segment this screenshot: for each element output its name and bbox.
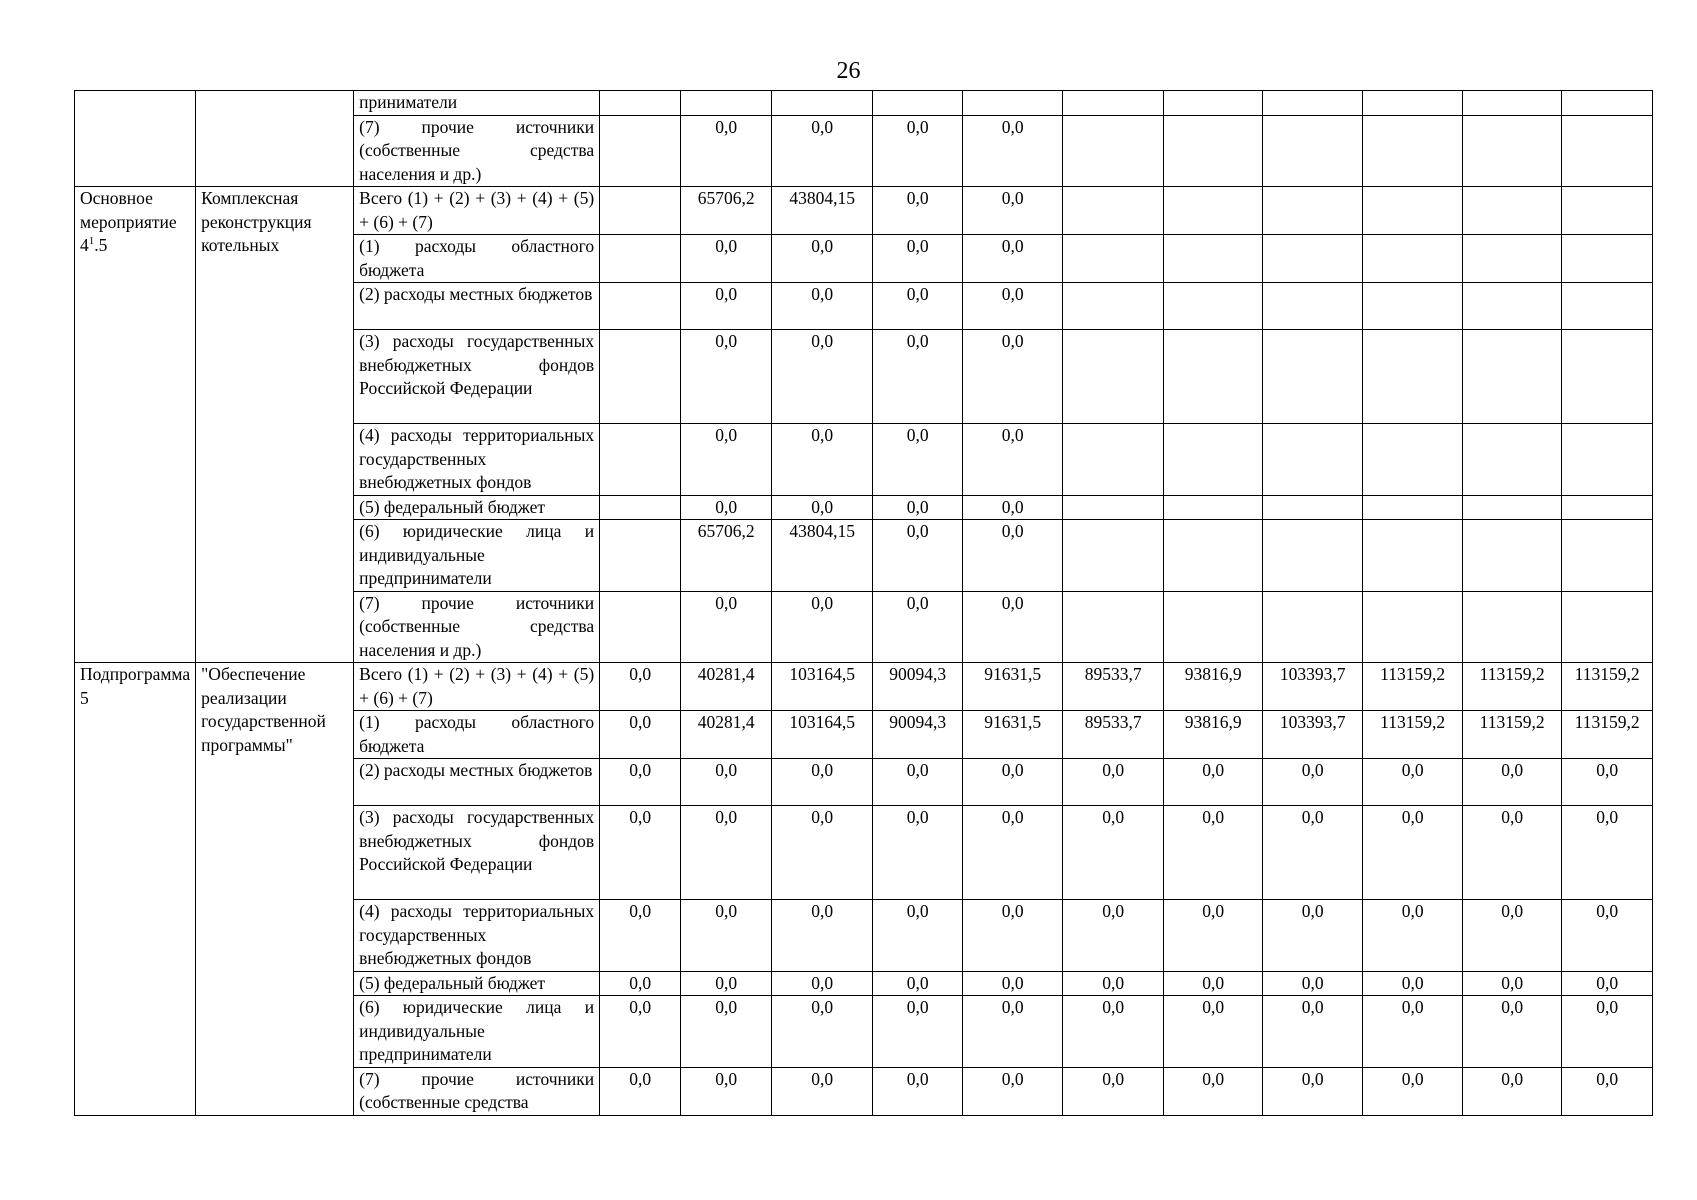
value-cell — [1263, 91, 1363, 116]
value-cell: 103393,7 — [1263, 663, 1363, 711]
value-cell: 103393,7 — [1263, 711, 1363, 759]
value-cell — [1164, 495, 1263, 520]
value-cell — [600, 330, 681, 424]
value-cell — [1063, 424, 1164, 496]
value-cell — [1363, 91, 1463, 116]
value-cell: 0,0 — [772, 900, 873, 972]
value-cell: 0,0 — [963, 520, 1063, 592]
value-cell: 0,0 — [1463, 996, 1562, 1068]
value-cell: 0,0 — [1164, 900, 1263, 972]
measure-code-suffix: .5 — [94, 235, 108, 255]
value-cell — [1263, 235, 1363, 283]
value-cell: 0,0 — [873, 283, 963, 330]
value-cell — [1562, 495, 1653, 520]
value-cell — [1164, 115, 1263, 187]
value-cell — [1164, 91, 1263, 116]
value-cell — [600, 424, 681, 496]
value-cell: 0,0 — [1263, 759, 1363, 806]
source-label: (5) федеральный бюджет — [354, 971, 600, 996]
value-cell — [1363, 330, 1463, 424]
value-cell — [1463, 424, 1562, 496]
value-cell — [600, 187, 681, 235]
value-cell: 0,0 — [1562, 900, 1653, 972]
value-cell: 0,0 — [1063, 759, 1164, 806]
source-label: (2) расходы местных бюджетов — [354, 283, 600, 330]
value-cell: 0,0 — [681, 900, 772, 972]
value-cell — [1463, 330, 1562, 424]
value-cell: 0,0 — [1562, 996, 1653, 1068]
value-cell: 0,0 — [772, 495, 873, 520]
value-cell: 0,0 — [772, 971, 873, 996]
value-cell: 0,0 — [1363, 996, 1463, 1068]
value-cell — [1164, 520, 1263, 592]
value-cell — [600, 235, 681, 283]
value-cell — [1164, 424, 1263, 496]
value-cell: 0,0 — [772, 759, 873, 806]
value-cell — [1063, 591, 1164, 663]
value-cell: 0,0 — [772, 1067, 873, 1115]
value-cell: 0,0 — [963, 330, 1063, 424]
value-cell: 0,0 — [772, 283, 873, 330]
value-cell: 90094,3 — [873, 663, 963, 711]
value-cell — [1363, 424, 1463, 496]
value-cell: 0,0 — [600, 1067, 681, 1115]
value-cell: 113159,2 — [1562, 711, 1653, 759]
value-cell: 0,0 — [600, 711, 681, 759]
value-cell: 43804,15 — [772, 520, 873, 592]
value-cell: 0,0 — [600, 759, 681, 806]
value-cell — [1164, 187, 1263, 235]
value-cell: 0,0 — [681, 235, 772, 283]
value-cell: 0,0 — [681, 330, 772, 424]
value-cell: 0,0 — [772, 424, 873, 496]
measure-title: Комплексная реконструкция котельных — [196, 187, 354, 663]
value-cell: 0,0 — [1562, 759, 1653, 806]
value-cell: 43804,15 — [772, 187, 873, 235]
value-cell — [1063, 283, 1164, 330]
value-cell: 0,0 — [963, 1067, 1063, 1115]
value-cell — [1263, 495, 1363, 520]
value-cell: 0,0 — [1463, 1067, 1562, 1115]
value-cell: 0,0 — [681, 283, 772, 330]
source-label: приниматели — [354, 91, 600, 116]
value-cell: 0,0 — [681, 996, 772, 1068]
value-cell — [1063, 495, 1164, 520]
value-cell — [1263, 591, 1363, 663]
value-cell — [1463, 520, 1562, 592]
value-cell — [600, 520, 681, 592]
value-cell: 0,0 — [1463, 759, 1562, 806]
value-cell: 0,0 — [1164, 996, 1263, 1068]
value-cell: 0,0 — [1463, 806, 1562, 900]
value-cell — [1164, 591, 1263, 663]
value-cell: 0,0 — [1363, 900, 1463, 972]
value-cell: 103164,5 — [772, 711, 873, 759]
value-cell — [1463, 283, 1562, 330]
value-cell: 0,0 — [1164, 806, 1263, 900]
value-cell — [600, 283, 681, 330]
value-cell — [1463, 495, 1562, 520]
value-cell — [1263, 330, 1363, 424]
source-label: (6) юридические лица и индивидуальные предприниматели — [354, 520, 600, 592]
source-label: (4) расходы территориальных государственных внебюджетных фондов — [354, 424, 600, 496]
value-cell: 0,0 — [600, 996, 681, 1068]
value-cell: 0,0 — [1063, 900, 1164, 972]
value-cell — [1063, 91, 1164, 116]
value-cell: 0,0 — [963, 591, 1063, 663]
value-cell: 0,0 — [963, 187, 1063, 235]
value-cell: 0,0 — [681, 424, 772, 496]
continued-code-cell — [75, 91, 196, 187]
value-cell: 0,0 — [1562, 971, 1653, 996]
value-cell — [1562, 520, 1653, 592]
value-cell: 0,0 — [1164, 759, 1263, 806]
source-label: (6) юридические лица и индивидуальные предприниматели — [354, 996, 600, 1068]
source-label: (7) прочие источники (собственные средства — [354, 1067, 600, 1115]
measure-code — [75, 187, 196, 663]
value-cell — [1562, 187, 1653, 235]
source-label: (1) расходы областного бюджета — [354, 711, 600, 759]
page-number: 26 — [836, 58, 861, 84]
value-cell: 0,0 — [772, 806, 873, 900]
source-label: (7) прочие источники (собственные средства населения и др.) — [354, 591, 600, 663]
value-cell: 0,0 — [1263, 996, 1363, 1068]
value-cell: 113159,2 — [1363, 711, 1463, 759]
value-cell — [1063, 330, 1164, 424]
value-cell — [1363, 235, 1463, 283]
value-cell — [1463, 591, 1562, 663]
value-cell: 89533,7 — [1063, 711, 1164, 759]
value-cell — [600, 591, 681, 663]
value-cell: 113159,2 — [1562, 663, 1653, 711]
value-cell: 0,0 — [873, 495, 963, 520]
value-cell: 0,0 — [1164, 1067, 1263, 1115]
value-cell: 0,0 — [963, 424, 1063, 496]
value-cell — [1463, 235, 1562, 283]
value-cell — [1164, 330, 1263, 424]
subprogram-code: Подпрограмма 5 — [75, 663, 196, 1116]
value-cell: 0,0 — [1063, 971, 1164, 996]
value-cell: 0,0 — [1463, 900, 1562, 972]
value-cell — [1263, 424, 1363, 496]
value-cell: 0,0 — [873, 591, 963, 663]
value-cell: 89533,7 — [1063, 663, 1164, 711]
value-cell: 0,0 — [681, 971, 772, 996]
value-cell: 0,0 — [772, 115, 873, 187]
value-cell — [1263, 283, 1363, 330]
value-cell: 0,0 — [772, 996, 873, 1068]
value-cell: 0,0 — [873, 971, 963, 996]
value-cell: 0,0 — [1363, 971, 1463, 996]
value-cell: 65706,2 — [681, 187, 772, 235]
value-cell: 103164,5 — [772, 663, 873, 711]
value-cell — [1164, 283, 1263, 330]
value-cell: 40281,4 — [681, 663, 772, 711]
value-cell — [1263, 187, 1363, 235]
value-cell — [600, 91, 681, 116]
value-cell: 0,0 — [1263, 806, 1363, 900]
value-cell: 0,0 — [873, 806, 963, 900]
value-cell: 90094,3 — [873, 711, 963, 759]
value-cell: 0,0 — [772, 591, 873, 663]
source-label: (2) расходы местных бюджетов — [354, 759, 600, 806]
value-cell: 0,0 — [1263, 900, 1363, 972]
value-cell: 0,0 — [772, 235, 873, 283]
measure-code-text: Основное мероприятие 4 — [80, 188, 177, 255]
value-cell — [1063, 520, 1164, 592]
budget-table — [74, 90, 1653, 1116]
value-cell: 0,0 — [1562, 1067, 1653, 1115]
value-cell — [1463, 91, 1562, 116]
value-cell: 0,0 — [1363, 759, 1463, 806]
value-cell — [1562, 591, 1653, 663]
table-row — [75, 663, 1653, 711]
value-cell: 0,0 — [963, 806, 1063, 900]
value-cell: 0,0 — [600, 971, 681, 996]
value-cell: 0,0 — [681, 806, 772, 900]
value-cell: 0,0 — [1063, 1067, 1164, 1115]
value-cell — [681, 91, 772, 116]
value-cell: 0,0 — [1063, 806, 1164, 900]
value-cell — [1562, 283, 1653, 330]
value-cell — [600, 115, 681, 187]
source-label: (7) прочие источники (собственные средства населения и др.) — [354, 115, 600, 187]
source-label: Всего (1) + (2) + (3) + (4) + (5) + (6) + (7) — [354, 663, 600, 711]
value-cell — [1363, 495, 1463, 520]
value-cell: 0,0 — [963, 996, 1063, 1068]
value-cell: 0,0 — [963, 495, 1063, 520]
value-cell: 0,0 — [873, 1067, 963, 1115]
source-label: (4) расходы территориальных государственных внебюджетных фондов — [354, 900, 600, 972]
value-cell — [1363, 187, 1463, 235]
value-cell: 0,0 — [963, 283, 1063, 330]
value-cell: 0,0 — [1562, 806, 1653, 900]
value-cell: 93816,9 — [1164, 663, 1263, 711]
value-cell — [1363, 520, 1463, 592]
continued-title-cell — [196, 91, 354, 187]
value-cell: 0,0 — [1463, 971, 1562, 996]
source-label: (3) расходы государственных внебюджетных фондов Российской Федерации — [354, 330, 600, 424]
value-cell: 0,0 — [1363, 1067, 1463, 1115]
value-cell — [1063, 235, 1164, 283]
value-cell — [1562, 235, 1653, 283]
measure-code-sup: 1 — [88, 235, 95, 248]
value-cell: 0,0 — [873, 996, 963, 1068]
value-cell: 0,0 — [1363, 806, 1463, 900]
source-label: (5) федеральный бюджет — [354, 495, 600, 520]
source-label: (1) расходы областного бюджета — [354, 235, 600, 283]
value-cell: 0,0 — [1063, 996, 1164, 1068]
value-cell: 0,0 — [681, 495, 772, 520]
value-cell: 0,0 — [873, 759, 963, 806]
value-cell: 0,0 — [963, 235, 1063, 283]
value-cell — [1562, 424, 1653, 496]
value-cell — [873, 91, 963, 116]
value-cell — [1063, 115, 1164, 187]
value-cell: 0,0 — [963, 971, 1063, 996]
value-cell — [1363, 591, 1463, 663]
value-cell: 65706,2 — [681, 520, 772, 592]
value-cell: 0,0 — [600, 900, 681, 972]
value-cell: 0,0 — [873, 115, 963, 187]
subprogram-title: "Обеспечение реализации государственной программы" — [196, 663, 354, 1116]
value-cell: 0,0 — [873, 187, 963, 235]
value-cell: 0,0 — [1263, 1067, 1363, 1115]
value-cell: 113159,2 — [1463, 663, 1562, 711]
value-cell: 0,0 — [963, 759, 1063, 806]
value-cell: 113159,2 — [1363, 663, 1463, 711]
value-cell: 0,0 — [873, 424, 963, 496]
value-cell: 0,0 — [681, 115, 772, 187]
value-cell — [1164, 235, 1263, 283]
value-cell: 91631,5 — [963, 711, 1063, 759]
value-cell — [1562, 115, 1653, 187]
value-cell: 0,0 — [963, 115, 1063, 187]
value-cell: 0,0 — [1263, 971, 1363, 996]
value-cell — [1363, 115, 1463, 187]
table-body — [75, 91, 1653, 1116]
value-cell — [1463, 115, 1562, 187]
value-cell: 113159,2 — [1463, 711, 1562, 759]
value-cell: 0,0 — [873, 330, 963, 424]
value-cell: 0,0 — [600, 806, 681, 900]
value-cell — [1063, 187, 1164, 235]
value-cell: 0,0 — [873, 520, 963, 592]
value-cell: 93816,9 — [1164, 711, 1263, 759]
value-cell: 40281,4 — [681, 711, 772, 759]
value-cell — [1363, 283, 1463, 330]
table-row — [75, 187, 1653, 235]
value-cell: 91631,5 — [963, 663, 1063, 711]
value-cell — [1263, 115, 1363, 187]
table-row — [75, 91, 1653, 116]
value-cell: 0,0 — [873, 235, 963, 283]
value-cell: 0,0 — [963, 900, 1063, 972]
source-label: (3) расходы государственных внебюджетных фондов Российской Федерации — [354, 806, 600, 900]
value-cell: 0,0 — [681, 591, 772, 663]
value-cell: 0,0 — [1164, 971, 1263, 996]
source-label: Всего (1) + (2) + (3) + (4) + (5) + (6) + (7) — [354, 187, 600, 235]
value-cell — [1263, 520, 1363, 592]
value-cell — [1562, 91, 1653, 116]
value-cell — [1562, 330, 1653, 424]
value-cell — [772, 91, 873, 116]
value-cell: 0,0 — [772, 330, 873, 424]
value-cell: 0,0 — [681, 759, 772, 806]
value-cell — [963, 91, 1063, 116]
value-cell: 0,0 — [873, 900, 963, 972]
value-cell — [600, 495, 681, 520]
value-cell: 0,0 — [681, 1067, 772, 1115]
value-cell — [1463, 187, 1562, 235]
value-cell: 0,0 — [600, 663, 681, 711]
